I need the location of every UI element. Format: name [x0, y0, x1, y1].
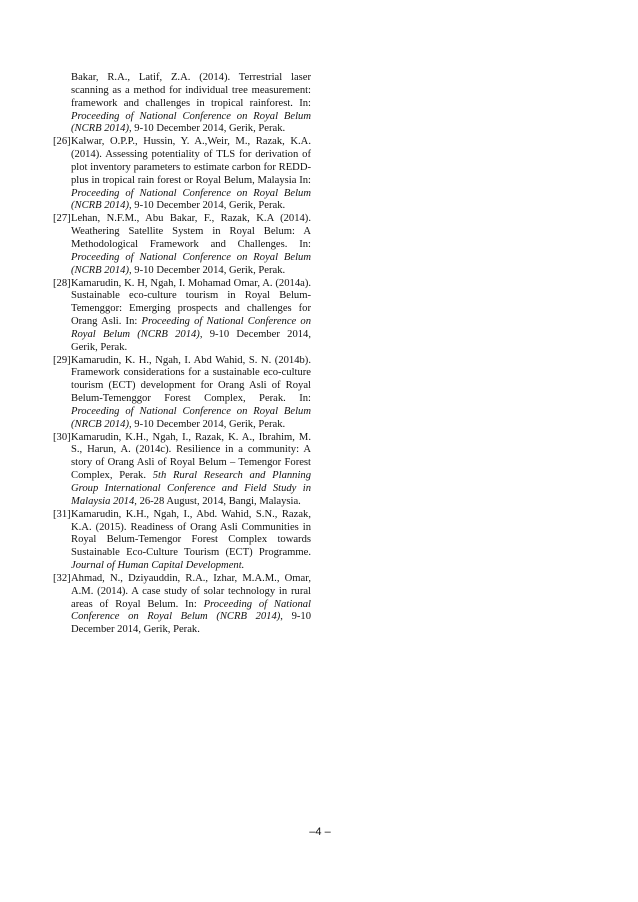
reference-text [71, 136, 311, 213]
reference-source: Proceeding of National Conference on Royal Belum (NCRB 2014) [71, 187, 311, 212]
reference-authors-title: Kamarudin, K.H., Ngah, I., Razak, K. A., Ibrahim, M. S., Harun, A. (2014c). Resilience in a community: A story of Orang Asli of Royal Belum – Temengor Forest Complex, Perak. [71, 431, 311, 482]
reference-list [53, 72, 311, 637]
reference-source: Proceeding of National Conference on Royal Belum (NRCB 2014) [71, 405, 311, 430]
reference-authors-title: Kamarudin, K. H, Ngah, I. Mohamad Omar, A. (2014a). Sustainable eco-culture tourism in Royal Belum-Temenggor: Emerging prospects and challenges for Orang Asli. In: [71, 277, 311, 328]
reference-item-31 [53, 509, 311, 573]
reference-date-place: , 9-10 December 2014, Gerik, Perak. [128, 418, 286, 430]
reference-text [71, 213, 311, 277]
reference-authors-title: Kamarudin, K.H., Ngah, I., Abd. Wahid, S.N., Razak, K.A. (2015). Readiness of Orang Asli Communities in Royal Belum-Temengor Forest Complex towards Sustainable Eco-Culture Tourism (ECT) Programme. [71, 508, 311, 559]
reference-text [71, 509, 311, 573]
reference-date-place: , 9-10 December 2014, Gerik, Perak. [128, 123, 286, 135]
reference-text [71, 432, 311, 509]
reference-source: 5th Rural Research and Planning Group International Conference and Field Study in Malaysia 2014 [71, 470, 311, 507]
page-number: –4 – [309, 826, 331, 838]
reference-number: [26] [53, 136, 71, 148]
reference-text [71, 355, 311, 432]
reference-authors-title: Bakar, R.A., Latif, Z.A. (2014). Terrestrial laser scanning as a method for individual tree measurement: framework and challenges in tropical rainforest. In: [71, 72, 311, 109]
reference-number: [29] [53, 354, 71, 366]
reference-text [53, 72, 311, 136]
reference-text [71, 573, 311, 637]
reference-source: Proceeding of National Conference on Royal Belum (NCRB 2014) [71, 598, 311, 623]
reference-item-27 [53, 213, 311, 277]
reference-authors-title: Ahmad, N., Dziyauddin, R.A., Izhar, M.A.M., Omar, A.M. (2014). A case study of solar technology in rural areas of Royal Belum. In: [71, 572, 311, 610]
reference-item-32 [53, 573, 311, 637]
reference-item-30 [53, 432, 311, 509]
reference-number: [28] [53, 277, 71, 289]
reference-item-28 [53, 278, 311, 355]
reference-authors-title: Lehan, N.F.M., Abu Bakar, F., Razak, K.A (2014). Weathering Satellite System in Royal Belum: A Methodological Framework and Challenges. In: [71, 213, 311, 250]
reference-date-place: , 26-28 August, 2014, Bangi, Malaysia. [134, 495, 301, 507]
reference-number: [32] [53, 572, 71, 584]
reference-source: Journal of Human Capital Development. [71, 560, 245, 572]
reference-source: Proceeding of National Conference on Royal Belum (NCRB 2014) [71, 251, 311, 276]
reference-item-26 [53, 136, 311, 213]
reference-source: Proceeding of National Conference on Royal Belum (NCRB 2014) [71, 110, 311, 135]
reference-number: [30] [53, 431, 71, 443]
reference-date-place: , 9-10 December 2014, Gerik, Perak. [71, 328, 311, 353]
reference-date-place: , 9-10 December 2014, Gerik, Perak. [128, 200, 286, 212]
reference-date-place: , 9-10 December 2014, Gerik, Perak. [71, 611, 311, 636]
reference-item-25-continued [53, 72, 311, 136]
reference-authors-title: Kalwar, O.P.P., Hussin, Y. A.,Weir, M., Razak, K.A. (2014). Assessing potentiality of TLS for derivation of plot inventory parameters to estimate carbon for REDD-plus in tropical rain forest or Royal Belum, Malaysia In: [71, 136, 311, 186]
reference-item-29 [53, 355, 311, 432]
reference-source: Proceeding of National Conference on Royal Belum (NCRB 2014) [71, 316, 311, 340]
reference-number: [27] [53, 213, 71, 225]
reference-date-place: , 9-10 December 2014, Gerik, Perak. [128, 264, 286, 276]
reference-number: [31] [53, 508, 71, 520]
reference-authors-title: Kamarudin, K. H., Ngah, I. Abd Wahid, S. N. (2014b). Framework considerations for a sustainable eco-culture tourism (ECT) development for Orang Asli of Royal Belum-Temenggor Forest Complex, Perak. In: [71, 354, 311, 405]
reference-text [71, 278, 311, 355]
